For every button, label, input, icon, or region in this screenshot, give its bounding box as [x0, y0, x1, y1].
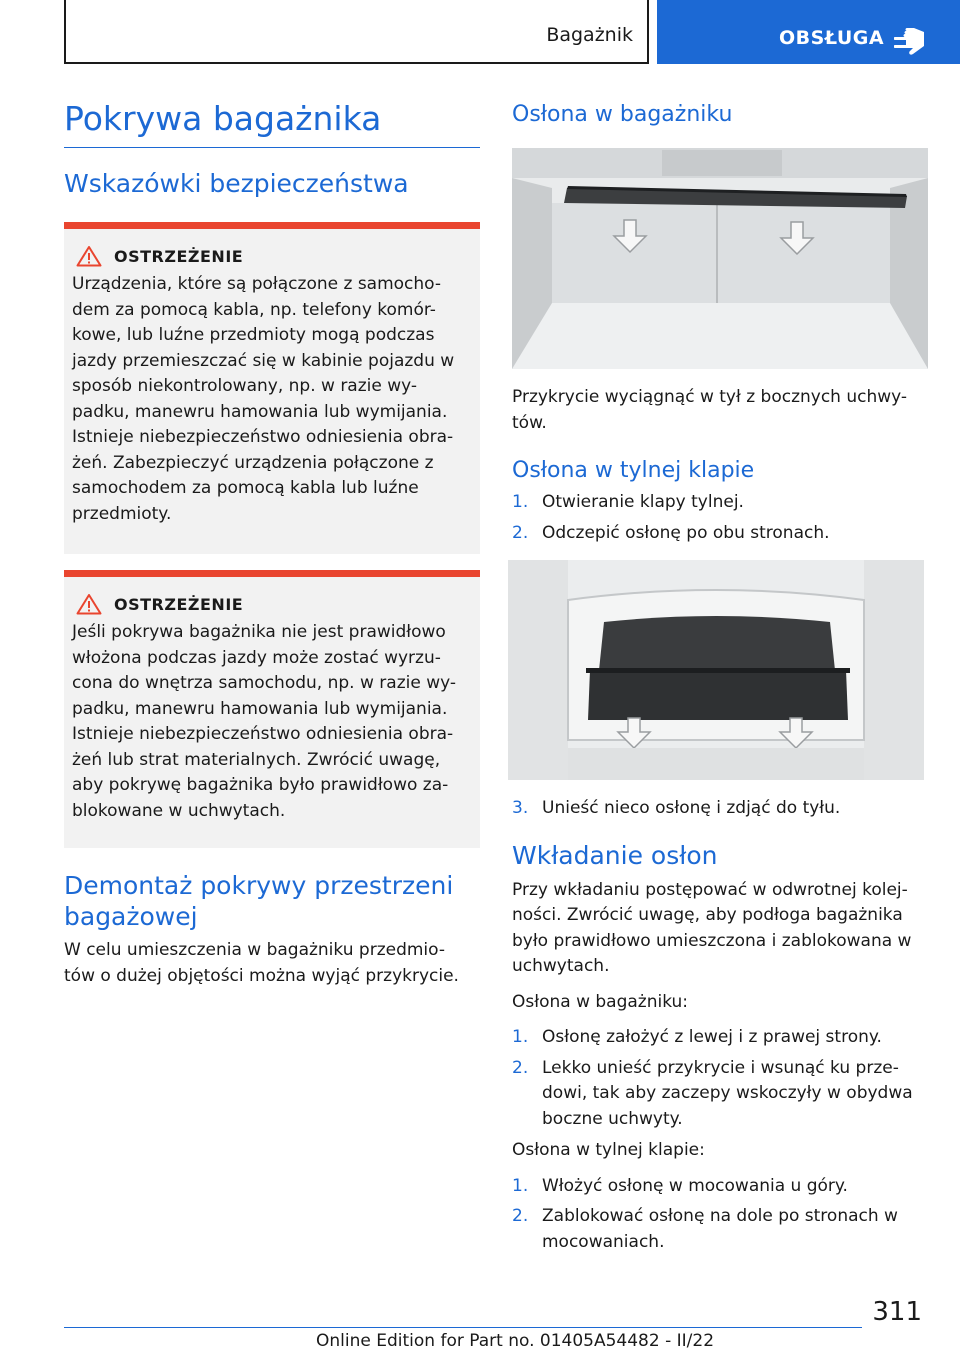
- warning-text-2: Jeśli pokrywa bagażnika nie jest prawidłowo włożona podczas jazdy może zostać wyrzu- cona do wnętrza samochodu, np. w razie wy- padku, manewru hamowania lub wymijania. Istnieje niebezpieczeństwo odniesienia obra- żeń lub strat materialnych. Zwrócić uwagę, aby pokrywę bagażnika było prawidłowo za- blokowane w uchwytach.: [72, 622, 457, 821]
- footer-edition: Online Edition for Part no. 01405A54482 - II/22: [316, 1331, 715, 1351]
- removal-text: W celu umieszczenia w bagażniku przedmio- tów o dużej objętości można wyjąć przykrycie.: [64, 940, 459, 986]
- tailgate-label: Osłona w tylnej klapie:: [512, 1140, 705, 1160]
- list-item: 3. Unieść nieco osłonę i zdjąć do tyłu.: [512, 798, 841, 818]
- cover-heading: Osłona w bagażniku: [512, 102, 733, 127]
- left-column: [64, 96, 480, 989]
- header-chapter-box: [64, 0, 649, 64]
- cargo-label: Osłona w bagażniku:: [512, 991, 689, 1012]
- list-item: 1. Osłonę założyć z lewej i z prawej strony.: [512, 1027, 882, 1047]
- title-divider: [64, 147, 480, 148]
- pointing-hand-icon: [894, 22, 926, 58]
- section-title: OBSŁUGA: [779, 27, 885, 49]
- list-item: 1. Włożyć osłonę w mocowania u góry.: [512, 1175, 848, 1196]
- warning-box-2: [64, 570, 480, 848]
- list-item: 2. Zablokować osłonę na dole po stronach w mocowaniach.: [512, 1206, 898, 1252]
- right-column: [512, 96, 928, 1260]
- tailgate-heading: Osłona w tylnej klapie: [512, 458, 755, 483]
- list-item: 2. Lekko unieść przykrycie i wsunąć ku prze- dowi, tak aby zaczepy wskoczyły w obydwa boczne uchwyty.: [512, 1057, 913, 1129]
- insert-text: Przy wkładaniu postępować w odwrotnej kolej- ności. Zwrócić uwagę, aby podłoga bagażnika było prawidłowo umieszczona i zablokowana w uchwytach.: [512, 879, 912, 976]
- list-item: 1. Otwieranie klapy tylnej.: [512, 492, 744, 512]
- cover-caption: Przykrycie wyciągnąć w tył z bocznych uchwy- tów.: [512, 387, 908, 433]
- insert-heading: Wkładanie osłon: [512, 840, 718, 870]
- tailgate-step-3: [512, 796, 928, 822]
- warning-triangle-icon: [76, 245, 102, 267]
- cargo-steps: [512, 1025, 928, 1132]
- chapter-title: Bagażnik: [546, 24, 633, 46]
- tailgate-insert-steps: [512, 1174, 928, 1256]
- header-section-tab[interactable]: [657, 0, 960, 64]
- warning-title-1: [72, 245, 470, 267]
- page-title: Pokrywa bagażnika: [64, 99, 382, 138]
- safety-heading: Wskazówki bezpieczeństwa: [64, 169, 409, 198]
- list-item: 2. Odczepić osłonę po obu stronach.: [512, 522, 830, 543]
- page-number: 311: [872, 1297, 922, 1327]
- warning-box-1: [64, 222, 480, 554]
- warning-title-2: [72, 593, 470, 615]
- cargo-cover-photo: [512, 148, 928, 369]
- warning-text-1: Urządzenia, które są połączone z samocho- dem za pomocą kabla, np. telefony komór- kowe, lub luźne przedmioty mogą podczas jazdy przemieszczać się w kabinie pojazdu w sposób niekontrolowany, np. w razie wy- padku, manewru hamowania lub wymijania. Istnieje niebezpieczeństwo odniesienia obra- żeń. Zabezpieczyć urządzenia połączone z samochodem za pomocą kabla lub luźne przedmioty.: [72, 274, 455, 524]
- warning-label-1: OSTRZEŻENIE: [114, 246, 244, 266]
- tailgate-cover-photo: [508, 560, 924, 780]
- footer-divider: [64, 1327, 862, 1328]
- warning-triangle-icon: [76, 593, 102, 615]
- tailgate-steps: [512, 490, 928, 546]
- warning-label-2: OSTRZEŻENIE: [114, 594, 244, 614]
- removal-heading: Demontaż pokrywy przestrzeni bagażowej: [64, 871, 454, 931]
